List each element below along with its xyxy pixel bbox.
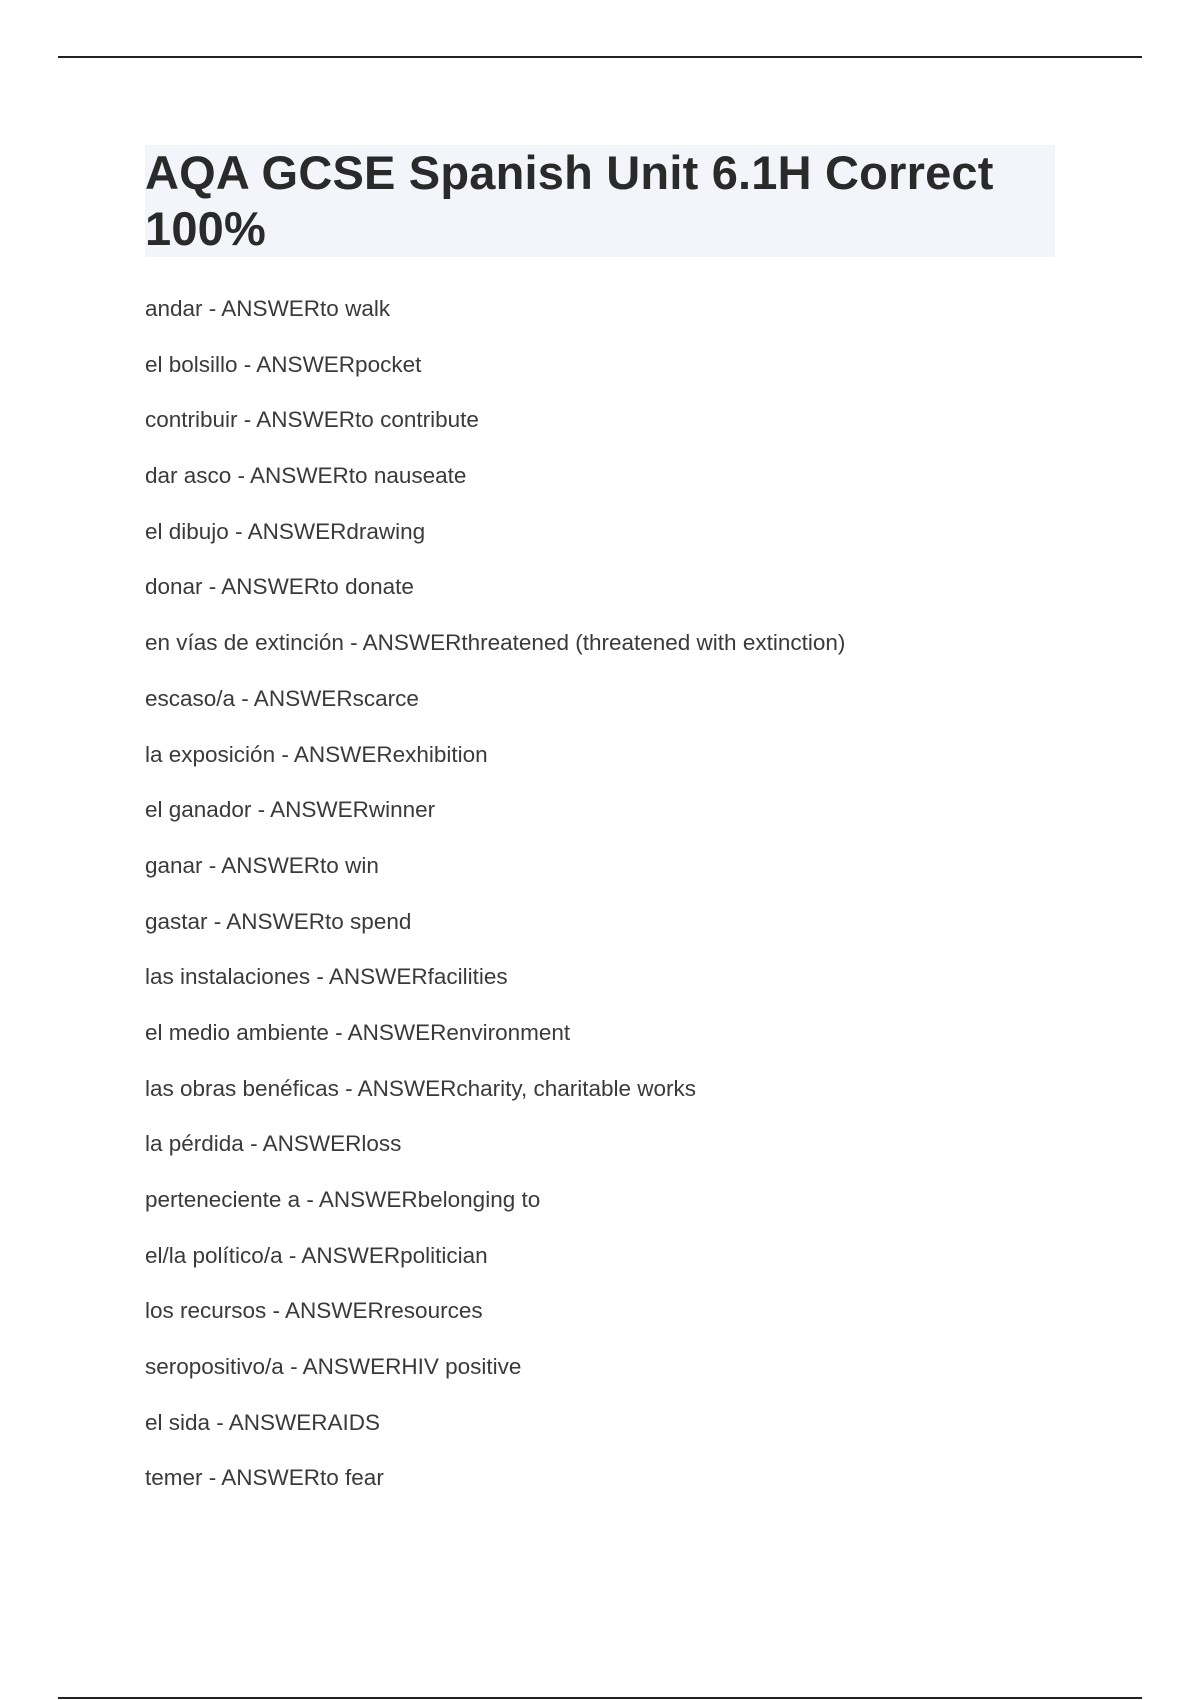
list-item: en vías de extinción - ANSWERthreatened (threatened with extinction): [145, 630, 846, 656]
list-item: los recursos - ANSWERresources: [145, 1298, 483, 1324]
list-item: el medio ambiente - ANSWERenvironment: [145, 1019, 571, 1045]
top-divider: [58, 56, 1142, 58]
document-title: AQA GCSE Spanish Unit 6.1H Correct 100%: [145, 146, 994, 255]
list-item: perteneciente a - ANSWERbelonging to: [145, 1187, 541, 1212]
list-item: dar asco - ANSWERto nauseate: [145, 463, 467, 489]
document-body: [145, 145, 1055, 1520]
list-item: el dibujo - ANSWERdrawing: [145, 518, 426, 544]
list-item: gastar - ANSWERto spend: [145, 908, 412, 934]
title-block: [145, 145, 1055, 257]
list-item: la pérdida - ANSWERloss: [145, 1131, 402, 1157]
list-item: contribuir - ANSWERto contribute: [145, 407, 479, 433]
list-item: el sida - ANSWERAIDS: [145, 1409, 381, 1435]
list-item: el bolsillo - ANSWERpocket: [145, 351, 422, 377]
list-item: ganar - ANSWERto win: [145, 852, 379, 878]
list-item: escaso/a - ANSWERscarce: [145, 685, 419, 711]
list-item: temer - ANSWERto fear: [145, 1465, 384, 1491]
list-item: las obras benéficas - ANSWERcharity, charitable works: [145, 1075, 697, 1101]
list-item: donar - ANSWERto donate: [145, 574, 414, 600]
bottom-divider: [58, 1697, 1142, 1699]
list-item: el ganador - ANSWERwinner: [145, 797, 436, 823]
list-item: seropositivo/a - ANSWERHIV positive: [145, 1354, 522, 1380]
vocabulary-list: [145, 295, 1055, 1491]
list-item: el/la político/a - ANSWERpolitician: [145, 1242, 488, 1268]
list-item: la exposición - ANSWERexhibition: [145, 741, 488, 767]
list-item: las instalaciones - ANSWERfacilities: [145, 964, 508, 990]
list-item: andar - ANSWERto walk: [145, 296, 391, 321]
